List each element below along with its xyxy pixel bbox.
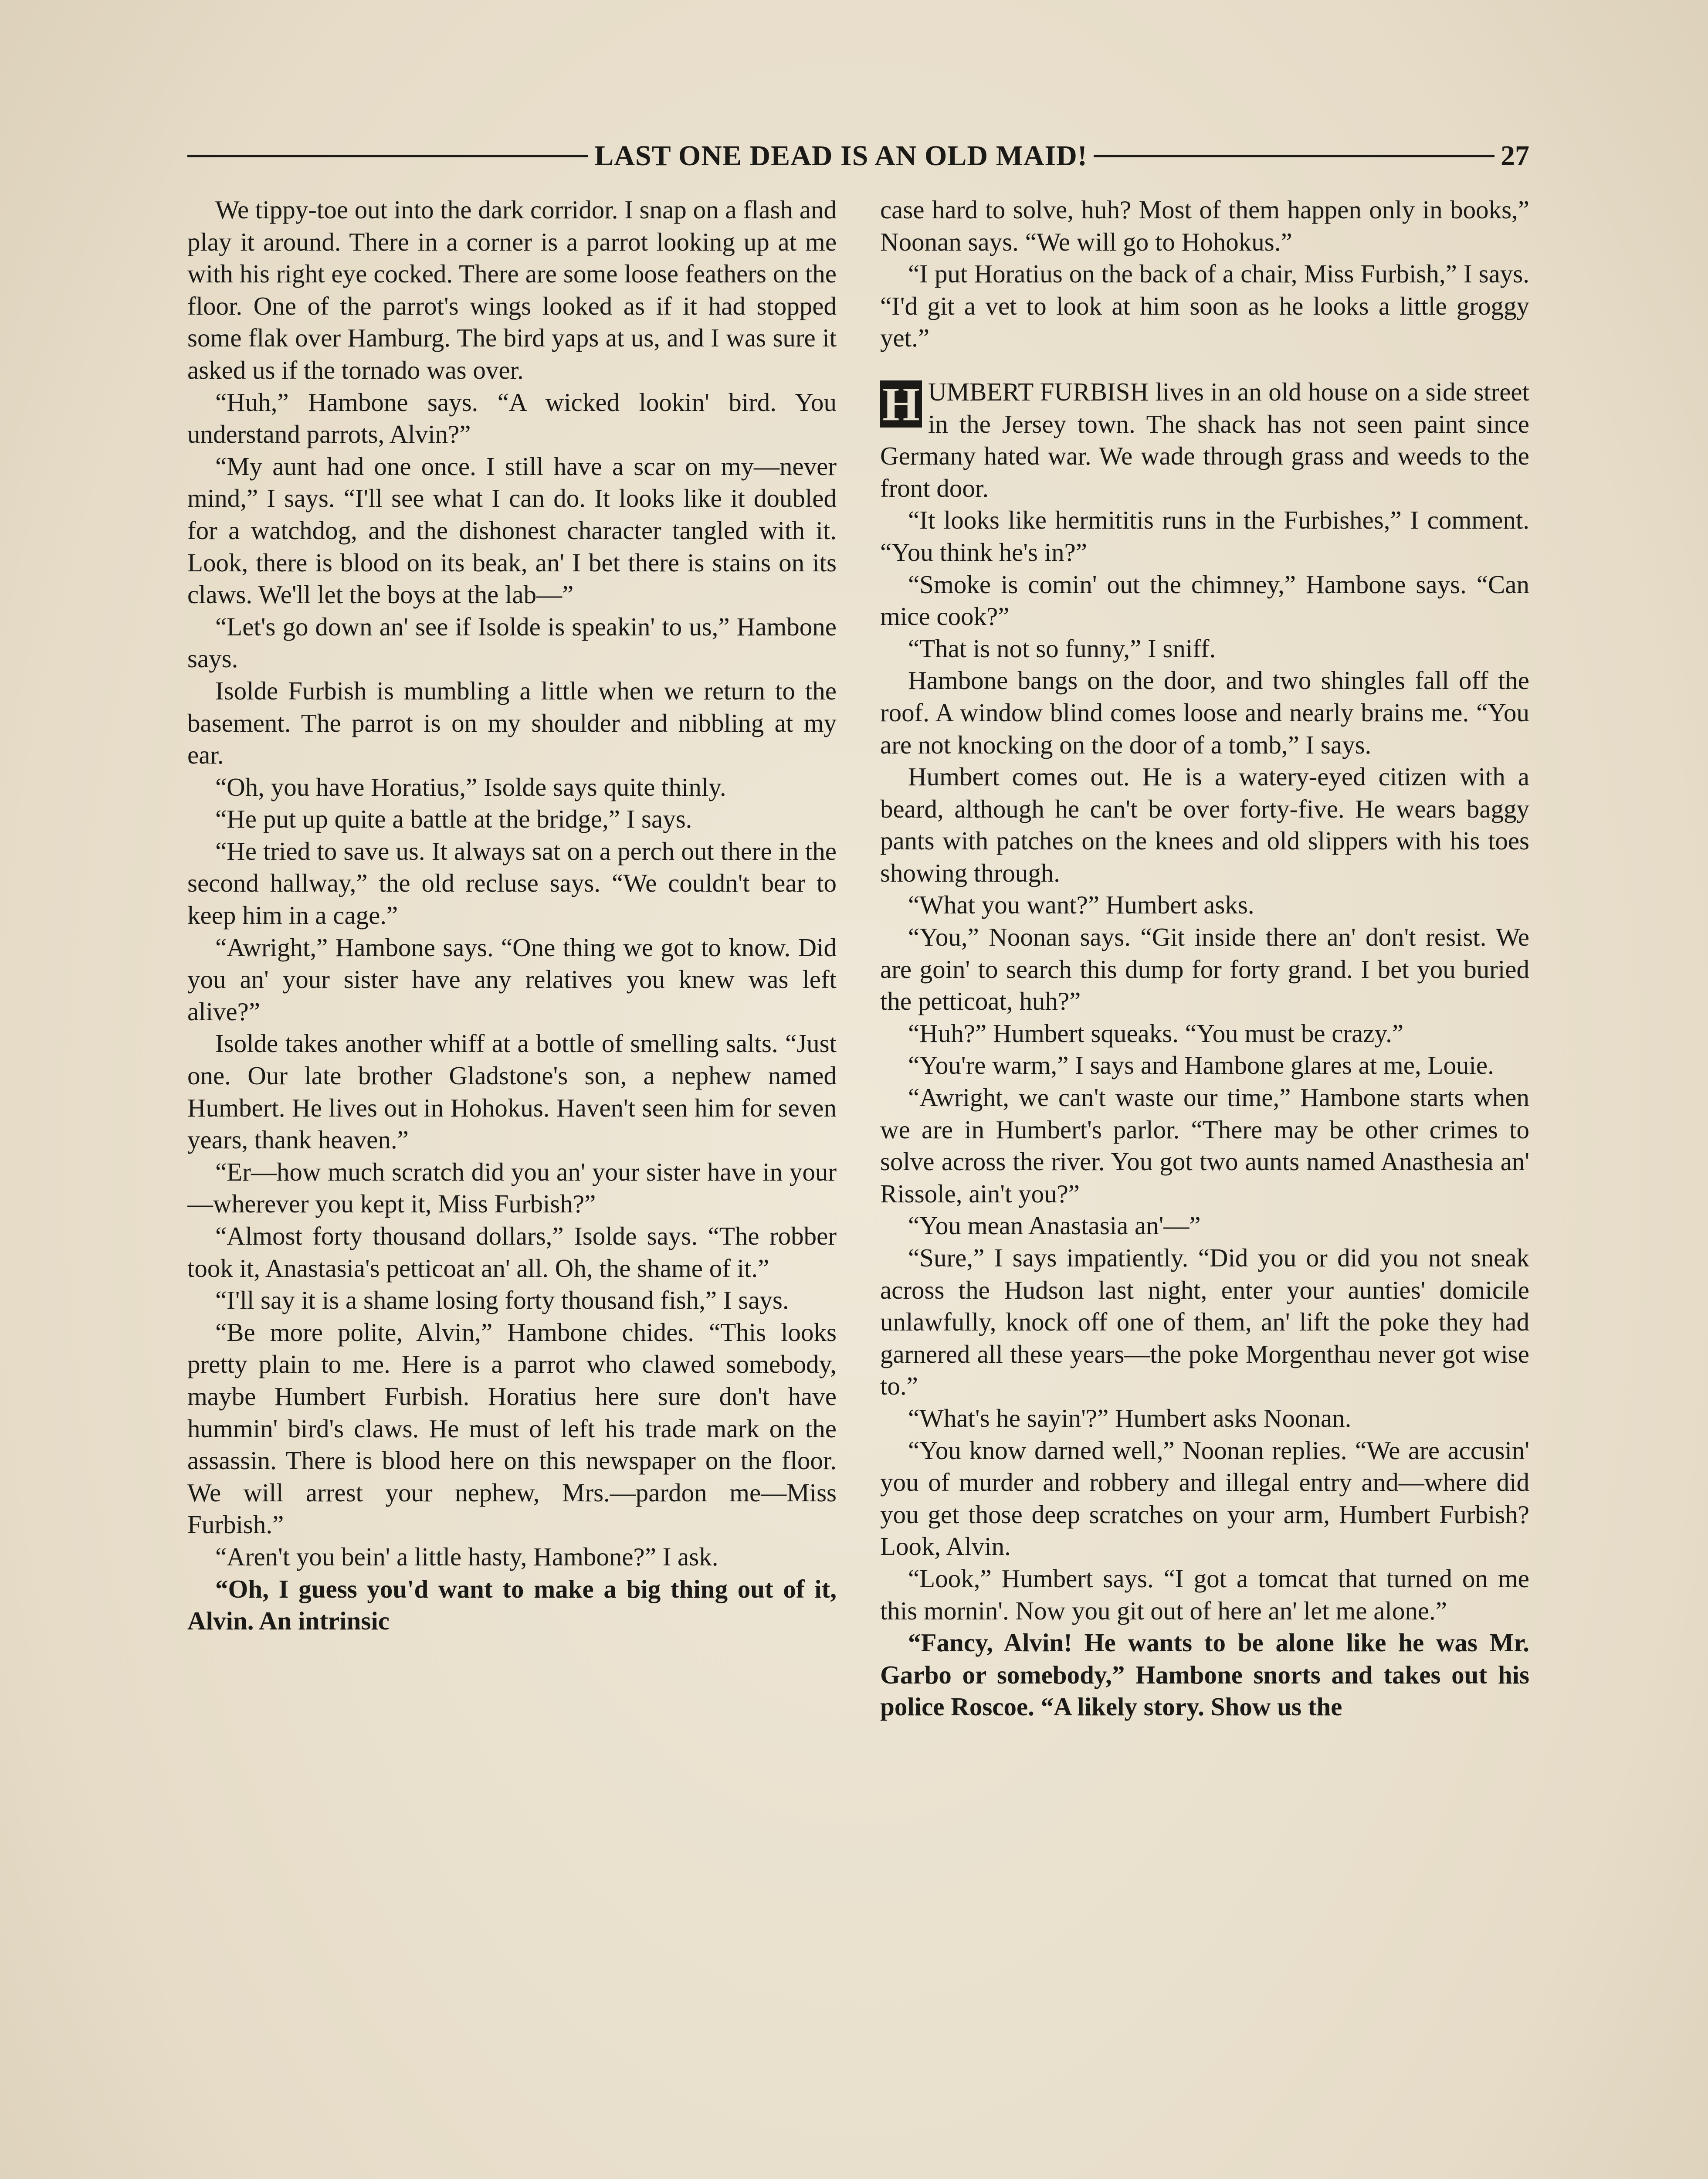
paragraph: “You're warm,” I says and Hambone glares at me, Louie. (908, 1051, 1494, 1080)
paragraph: “Awright, we can't waste our time,” Hambone starts when we are in Humbert's parlor. “There may be other crimes to solve across the river. You got two aunts named Anasthesia an' Rissole, ain't you?” (880, 1083, 1529, 1208)
left-column (187, 194, 837, 2179)
paragraph: “I put Horatius on the back of a chair, Miss Furbish,” I says. “I'd git a vet to look at him soon as he looks a little groggy yet.” (880, 259, 1529, 353)
paragraph: “Look,” Humbert says. “I got a tomcat that turned on me this mornin'. Now you git out of here an' let me alone.” (880, 1564, 1529, 1625)
paragraph: “Smoke is comin' out the chimney,” Hambone says. “Can mice cook?” (880, 570, 1529, 631)
paragraph: “Huh?” Humbert squeaks. “You must be crazy.” (908, 1018, 1404, 1048)
paragraph: “You mean Anastasia an'—” (908, 1211, 1201, 1240)
paragraph: case hard to solve, huh? Most of them happen only in books,” Noonan says. “We will go to Hohokus.” (880, 195, 1529, 256)
paragraph: “I'll say it is a shame losing forty thousand fish,” I says. (215, 1286, 789, 1315)
paragraph: “Oh, I guess you'd want to make a big thing out of it, Alvin. An intrinsic (187, 1574, 837, 1636)
paragraph: Isolde Furbish is mumbling a little when we return to the basement. The parrot is on my shoulder and nibbling at my ear. (187, 676, 837, 770)
paragraph: “Let's go down an' see if Isolde is speakin' to us,” Hambone says. (187, 612, 837, 673)
page-number: 27 (1501, 140, 1530, 172)
header-rule-left (187, 155, 588, 157)
paragraph: “Er—how much scratch did you an' your sister have in your—wherever you kept it, Miss Furbish?” (187, 1157, 837, 1218)
paragraph: “He tried to save us. It always sat on a perch out there in the second hallway,” the old recluse says. “We couldn't bear to keep him in a cage.” (187, 836, 837, 930)
paragraph: “You know darned well,” Noonan replies. “We are accusin' you of murder and robbery and illegal entry and—where did you get those deep scratches on your arm, Humbert Furbish? Look, Alvin. (880, 1436, 1529, 1561)
paragraph: Humbert comes out. He is a watery-eyed citizen with a beard, although he can't be over forty-five. He wears baggy pants with patches on the knees and old slippers with his toes showing through. (880, 762, 1529, 887)
paragraph: We tippy-toe out into the dark corridor. I snap on a flash and play it around. There in a corner is a parrot looking up at me with his right eye cocked. There are some loose feathers on the floor. One of the parrot's wings looked as if it had stopped some flak over Hamburg. The bird yaps at us, and I was sure it asked us if the tornado was over. (187, 195, 837, 384)
right-column (880, 194, 1529, 2179)
paragraph: Hambone bangs on the door, and two shingles fall off the roof. A window blind comes loose and nearly brains me. “You are not knocking on the door of a tomb,” I says. (880, 666, 1529, 759)
drop-cap: H (880, 380, 922, 428)
story-title: LAST ONE DEAD IS AN OLD MAID! (594, 140, 1088, 172)
text-columns (187, 194, 1529, 2179)
paragraph: “It looks like hermititis runs in the Furbishes,” I comment. “You think he's in?” (880, 506, 1529, 567)
paragraph: “Oh, you have Horatius,” Isolde says quite thinly. (215, 772, 726, 801)
opening-text: lives in an old house on a side street in the Jersey town. The shack has not seen paint since Germany hated war. We wade through grass and weeds to the front door. (880, 377, 1529, 502)
paragraph: “What you want?” Humbert asks. (908, 890, 1254, 920)
paragraph: “My aunt had one once. I still have a scar on my—never mind,” I says. “I'll see what I can do. It looks like it doubled for a watchdog, and the dishonest character tangled with it. Look, there is blood on its beak, an' I bet there is stains on its claws. We'll let the boys at the lab—” (187, 451, 837, 609)
paragraph: “Sure,” I says impatiently. “Did you or did you not sneak across the Hudson last night, enter your aunties' domicile unlawfully, knock off one of them, an' lift the poke they had garnered all these years—the poke Morgenthau never got wise to.” (880, 1243, 1529, 1401)
section-opening (880, 376, 1529, 504)
paragraph: “Be more polite, Alvin,” Hambone chides. “This looks pretty plain to me. Here is a parrot who clawed somebody, maybe Humbert Furbish. Horatius here sure don't have hummin' bird's claws. He must of left his trade mark on the assassin. There is blood here on this newspaper on the floor. We will arrest your nephew, Mrs.—pardon me—Miss Furbish.” (187, 1317, 837, 1539)
paragraph: Isolde takes another whiff at a bottle of smelling salts. “Just one. Our late brother Gladstone's son, a nephew named Humbert. He lives out in Hohokus. Haven't seen him for seven years, thank heaven.” (187, 1029, 837, 1154)
header-rule-right (1094, 155, 1494, 157)
running-head (187, 139, 1529, 173)
paragraph: “Almost forty thousand dollars,” Isolde says. “The robber took it, Anastasia's petticoat an' all. Oh, the shame of it.” (187, 1222, 837, 1283)
paragraph: “That is not so funny,” I sniff. (908, 634, 1216, 663)
paragraph: “You,” Noonan says. “Git inside there an' don't resist. We are goin' to search this dump for forty grand. I bet you buried the petticoat, huh?” (880, 923, 1529, 1016)
paragraph: “Awright,” Hambone says. “One thing we got to know. Did you an' your sister have any relatives you knew was left alive?” (187, 933, 837, 1026)
paragraph: “What's he sayin'?” Humbert asks Noonan. (908, 1403, 1352, 1432)
paragraph: “Fancy, Alvin! He wants to be alone like he was Mr. Garbo or somebody,” Hambone snorts and takes out his police Roscoe. “A likely story. Show us the (880, 1628, 1529, 1721)
paragraph: “Aren't you bein' a little hasty, Hambone?” I ask. (215, 1542, 718, 1571)
paragraph: “Huh,” Hambone says. “A wicked lookin' bird. You understand parrots, Alvin?” (187, 387, 837, 449)
opening-caps: UMBERT FURBISH (928, 377, 1149, 406)
paragraph: “He put up quite a battle at the bridge,” I says. (215, 804, 692, 834)
